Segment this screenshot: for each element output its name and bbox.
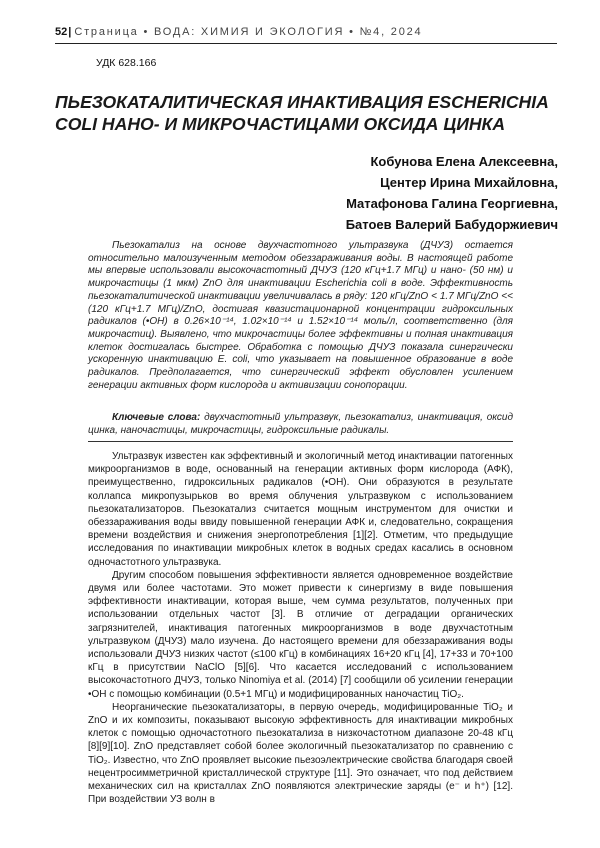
article-title: ПЬЕЗОКАТАЛИТИЧЕСКАЯ ИНАКТИВАЦИЯ ESCHERICHIA COLI НАНО- И МИКРОЧАСТИЦАМИ ОКСИДА ЦИНКА: [55, 92, 549, 134]
udk-code: УДК 628.166: [96, 57, 157, 69]
page-number: 52: [55, 26, 68, 38]
section-divider: [88, 441, 513, 442]
body-paragraph: Неорганические пьезокатализаторы, в первую очередь, модифицированные TiO₂ и ZnO и их композиты, показывают высокую эффективность для инактивации микробных клеток с помощью одночастотного пьезокатализа в низкочастотном диапазоне 20-48 кГц [8][9][10]. ZnO представляет собой более экологичный пьезокатализатор по сравнению с TiO₂. Известно, что ZnO проявляет высокие пьезоэлектрические свойства благодаря своей нецентросимметричной кристаллической структуре [11]. Это означает, что под действием механических сил на кристаллах ZnO появляются электрические заряды (e⁻ и h⁺) [12]. При воздействии УЗ волн в: [88, 701, 513, 806]
author-list: [198, 151, 558, 235]
header-rule: [55, 43, 557, 44]
body-paragraph: Ультразвук известен как эффективный и экологичный метод инактивации патогенных микроорганизмов в воде, основанный на генерации активных форм кислорода (АФК), преимущественно, гидроксильных радикалов (•OH). Они образуются в результате коллапса микропузырьков во время облучения ультразвуком с использованием пьезокатализаторов. Пьезокатализ считается мощным инструментом для очистки и обеззараживания воды ввиду повышенной генерации АФК и, следовательно, сокращения времени воздействия и снижения энергопотребления [1][2]. Отметим, что предыдущие исследования по инактивации микробных клеток в водных средах касались в основном одночастотного ультразвука.: [88, 451, 513, 568]
keywords: [88, 411, 513, 437]
abstract: Пьезокатализ на основе двухчастотного ультразвука (ДЧУЗ) остается относительно малоизученным методом обеззараживания воды. В настоящей работе мы впервые использовали высокочастотный ДЧУЗ (120 кГц+1.7 МГц) и нано- (50 нм) и микрочастицы (1 мкм) ZnO для инактивации Escherichia coli в воде. Эффективность пьезокаталитической инактивации увеличивалась в ряду: 120 кГц/ZnO < 1.7 МГц/ZnO << (120 кГц+1.7 МГц)/ZnO, достигая квазистационарной концентрации гидроксильных радикалов (•OH) в 0.26×10⁻¹⁴, 1.02×10⁻¹⁴ и 1.52×10⁻¹⁴ моль/л, соответственно (для микрочастиц). Выявлено, что микрочастицы более эффективны и полная инактивация клеток достигалась быстрее. Обработка с помощью ДЧУЗ показала синергически ускоренную инактивацию E. coli, что указывает на повышенное образование в воде радикалов. Предполагается, что синергический эффект обусловлен усилением генерации активных форм кислорода и активизации сонопорации.: [88, 240, 513, 391]
body-paragraph: Другим способом повышения эффективности является одновременное воздействие двумя или более частотами. Это может привести к синергизму в виде повышения эффективности инактивации, которая выше, чем сумма результатов, полученных при использовании отдельных частот [3]. В отличие от деградации органических загрязнителей, инактивация патогенных микроорганизмов в воде двухчастотным ультразвуком (ДЧУЗ) мало изучена. До настоящего времени для обеззараживания воды использовали ДЧУЗ низких частот (≤100 кГц) в комбинациях 16+20 кГц [4], 17+33 и 70+100 кГц в присутствии NaClO [5][6]. Что касается исследований с использованием высокочастотного ДЧУЗ, только Ninomiya et al. (2014) [7] сообщили об усилении генерации •OH с помощью комбинации (0.5+1 МГц) и модифицированных наночастиц TiO₂.: [88, 569, 513, 700]
author-name: Батоев Валерий Бабудоржиевич: [345, 217, 558, 232]
author-name: Центер Ирина Михайловна,: [380, 175, 558, 190]
running-header: [55, 26, 555, 44]
author-name: Матафонова Галина Георгиевна,: [346, 196, 558, 211]
running-title: Страница • ВОДА: ХИМИЯ И ЭКОЛОГИЯ • №4, 2024: [74, 26, 423, 38]
keywords-text: двухчастотный ультразвук, пьезокатализ, инактивация, оксид цинка, наночастицы, микрочастицы, гидроксильные радикалы.: [88, 412, 513, 436]
keywords-label: Ключевые слова:: [112, 412, 201, 423]
body-text: [88, 450, 513, 806]
author-name: Кобунова Елена Алексеевна,: [370, 154, 558, 169]
header-separator: |: [68, 26, 72, 38]
